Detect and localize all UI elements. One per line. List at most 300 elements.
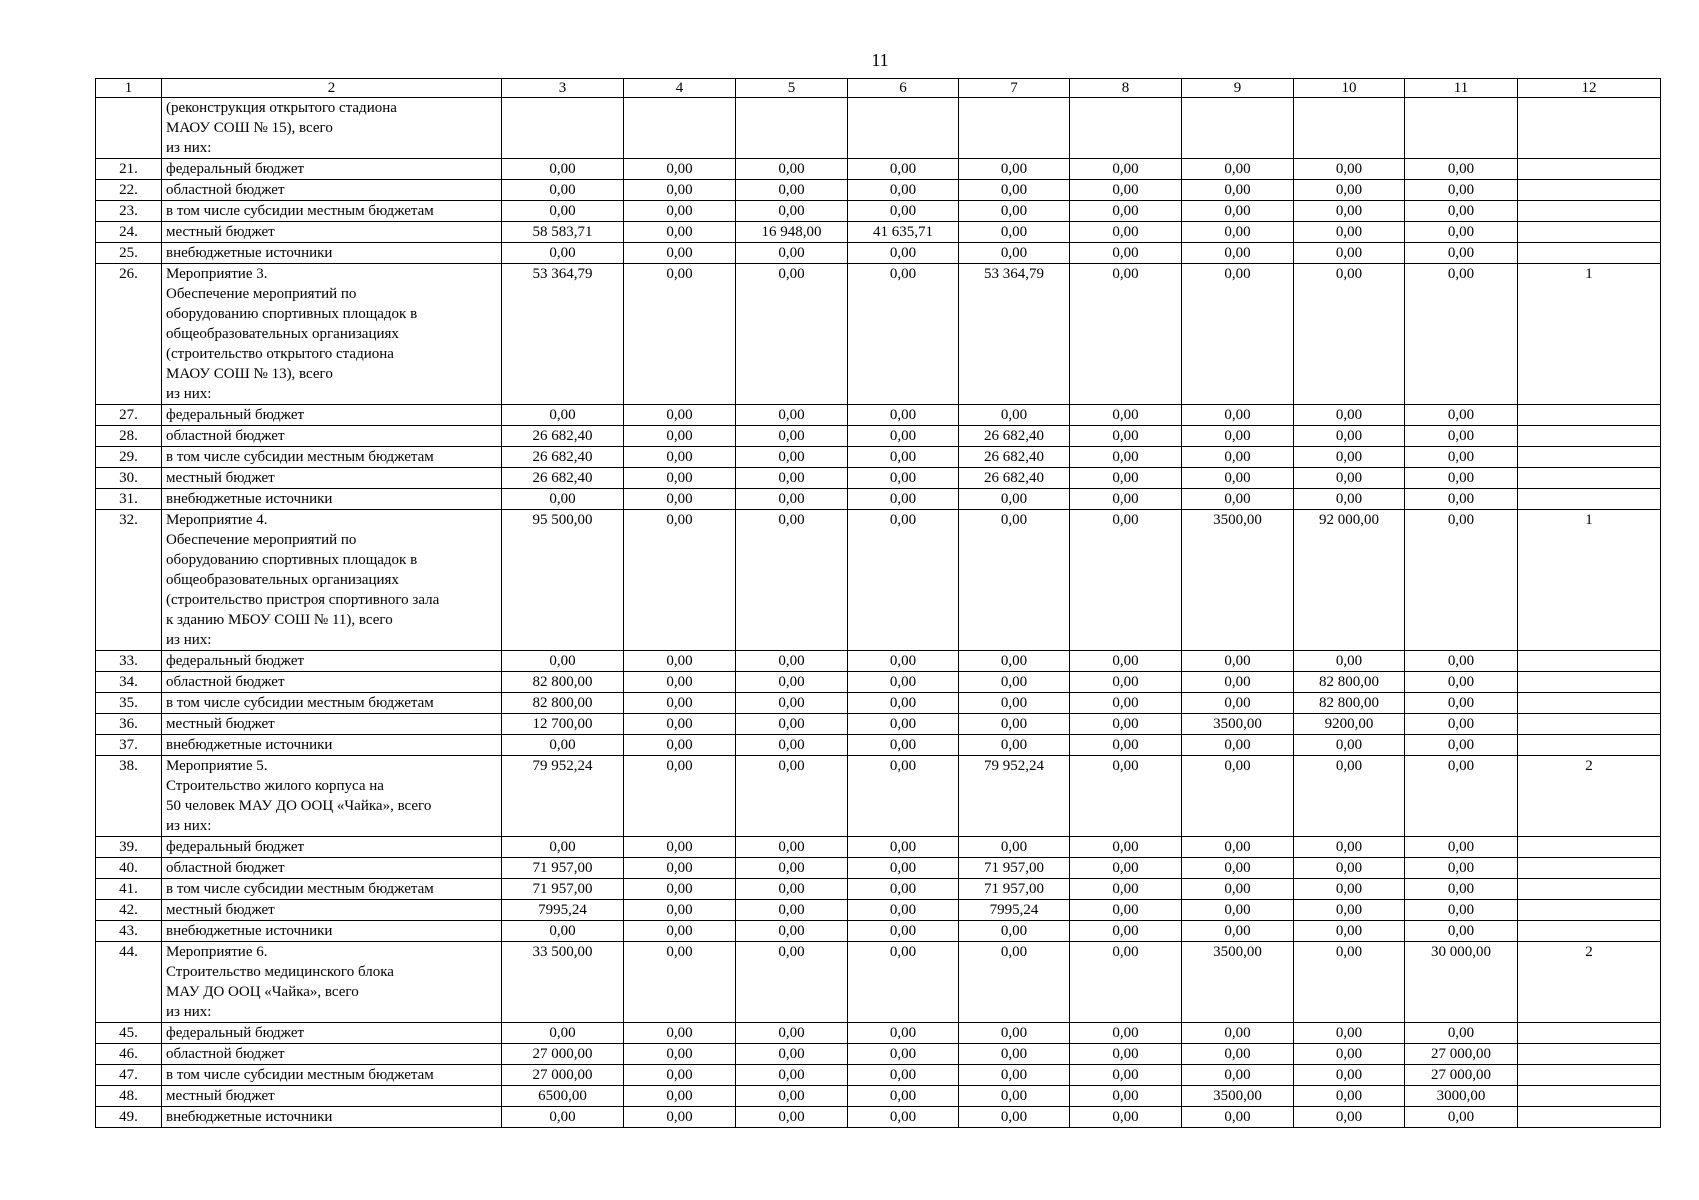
value-cell: 0,00 — [1182, 264, 1294, 405]
value-cell: 0,00 — [1182, 243, 1294, 264]
value-cell: 0,00 — [1294, 264, 1405, 405]
value-cell: 0,00 — [1294, 735, 1405, 756]
header-cell: 3 — [502, 79, 624, 98]
row-number: 39. — [96, 837, 162, 858]
value-cell: 0,00 — [1182, 1044, 1294, 1065]
table-row — [96, 426, 1661, 447]
table-row — [96, 243, 1661, 264]
row-note — [1518, 1107, 1661, 1128]
value-cell: 0,00 — [848, 858, 959, 879]
value-cell: 0,00 — [959, 1086, 1070, 1107]
table-row — [96, 1086, 1661, 1107]
value-cell: 0,00 — [502, 180, 624, 201]
row-number: 28. — [96, 426, 162, 447]
value-cell: 7995,24 — [502, 900, 624, 921]
row-number: 29. — [96, 447, 162, 468]
page-number: 11 — [871, 50, 889, 70]
value-cell: 0,00 — [624, 159, 736, 180]
budget-table — [95, 78, 1661, 1128]
table-row — [96, 879, 1661, 900]
row-name: внебюджетные источники — [162, 921, 502, 942]
value-cell: 0,00 — [624, 879, 736, 900]
table-header — [96, 79, 1661, 98]
value-cell: 0,00 — [1405, 921, 1518, 942]
value-cell: 0,00 — [959, 1023, 1070, 1044]
value-cell — [736, 98, 848, 159]
value-cell: 0,00 — [959, 672, 1070, 693]
table-row — [96, 921, 1661, 942]
row-number: 24. — [96, 222, 162, 243]
value-cell: 0,00 — [1070, 405, 1182, 426]
value-cell: 0,00 — [502, 837, 624, 858]
table-row — [96, 489, 1661, 510]
value-cell: 0,00 — [1182, 447, 1294, 468]
value-cell: 0,00 — [1294, 1086, 1405, 1107]
value-cell: 0,00 — [1294, 468, 1405, 489]
value-cell: 0,00 — [848, 201, 959, 222]
value-cell — [502, 98, 624, 159]
value-cell: 0,00 — [959, 510, 1070, 651]
value-cell: 26 682,40 — [959, 447, 1070, 468]
row-number: 32. — [96, 510, 162, 651]
value-cell: 26 682,40 — [502, 468, 624, 489]
value-cell — [959, 98, 1070, 159]
row-note — [1518, 1086, 1661, 1107]
value-cell: 0,00 — [959, 921, 1070, 942]
row-name: местный бюджет — [162, 1086, 502, 1107]
value-cell: 0,00 — [736, 243, 848, 264]
value-cell: 0,00 — [848, 735, 959, 756]
value-cell: 0,00 — [624, 714, 736, 735]
value-cell: 0,00 — [1182, 180, 1294, 201]
value-cell: 0,00 — [502, 651, 624, 672]
row-note — [1518, 651, 1661, 672]
value-cell: 0,00 — [1070, 1044, 1182, 1065]
value-cell: 0,00 — [1294, 921, 1405, 942]
value-cell: 0,00 — [848, 1107, 959, 1128]
value-cell: 0,00 — [1405, 159, 1518, 180]
value-cell: 26 682,40 — [502, 426, 624, 447]
value-cell: 0,00 — [848, 1086, 959, 1107]
table-row — [96, 264, 1661, 405]
table-body — [96, 98, 1661, 1128]
value-cell: 27 000,00 — [502, 1044, 624, 1065]
table-row — [96, 942, 1661, 1023]
value-cell: 0,00 — [736, 180, 848, 201]
value-cell: 0,00 — [1405, 756, 1518, 837]
value-cell: 6500,00 — [502, 1086, 624, 1107]
row-note — [1518, 180, 1661, 201]
value-cell: 0,00 — [1405, 489, 1518, 510]
value-cell: 82 800,00 — [502, 693, 624, 714]
value-cell: 0,00 — [1070, 243, 1182, 264]
row-number: 22. — [96, 180, 162, 201]
table-row — [96, 735, 1661, 756]
value-cell: 0,00 — [848, 264, 959, 405]
value-cell: 3500,00 — [1182, 714, 1294, 735]
value-cell: 0,00 — [1182, 921, 1294, 942]
value-cell: 0,00 — [848, 942, 959, 1023]
value-cell: 0,00 — [848, 243, 959, 264]
value-cell: 0,00 — [736, 1086, 848, 1107]
value-cell: 3500,00 — [1182, 1086, 1294, 1107]
header-cell: 1 — [96, 79, 162, 98]
value-cell: 0,00 — [736, 879, 848, 900]
header-cell: 12 — [1518, 79, 1661, 98]
table-row — [96, 714, 1661, 735]
row-name: Мероприятие 5. Строительство жилого корпуса на 50 человек МАУ ДО ООЦ «Чайка», всего из них: — [162, 756, 502, 837]
row-note — [1518, 879, 1661, 900]
table-row — [96, 405, 1661, 426]
row-number: 36. — [96, 714, 162, 735]
row-note — [1518, 735, 1661, 756]
header-cell: 8 — [1070, 79, 1182, 98]
value-cell: 0,00 — [959, 1065, 1070, 1086]
value-cell: 0,00 — [624, 1023, 736, 1044]
row-name: областной бюджет — [162, 672, 502, 693]
value-cell: 0,00 — [1070, 510, 1182, 651]
value-cell: 0,00 — [736, 447, 848, 468]
row-name: Мероприятие 3. Обеспечение мероприятий по оборудованию спортивных площадок в общеобразовательных организациях (строительство открытого стадиона МАОУ СОШ № 13), всего из них: — [162, 264, 502, 405]
value-cell: 0,00 — [959, 651, 1070, 672]
row-name: федеральный бюджет — [162, 651, 502, 672]
row-name: местный бюджет — [162, 900, 502, 921]
row-note — [1518, 222, 1661, 243]
header-cell: 7 — [959, 79, 1070, 98]
header-cell: 5 — [736, 79, 848, 98]
value-cell: 0,00 — [1405, 180, 1518, 201]
row-name: внебюджетные источники — [162, 489, 502, 510]
value-cell: 0,00 — [1070, 489, 1182, 510]
value-cell: 0,00 — [1182, 201, 1294, 222]
value-cell: 0,00 — [1405, 426, 1518, 447]
value-cell: 0,00 — [1070, 180, 1182, 201]
row-name: (реконструкция открытого стадиона МАОУ СОШ № 15), всего из них: — [162, 98, 502, 159]
value-cell: 0,00 — [1405, 222, 1518, 243]
row-note — [1518, 159, 1661, 180]
value-cell: 0,00 — [624, 264, 736, 405]
row-number: 38. — [96, 756, 162, 837]
value-cell: 0,00 — [736, 426, 848, 447]
value-cell: 0,00 — [502, 1107, 624, 1128]
value-cell: 0,00 — [1294, 405, 1405, 426]
value-cell: 0,00 — [848, 1023, 959, 1044]
row-name: в том числе субсидии местным бюджетам — [162, 447, 502, 468]
value-cell: 0,00 — [736, 714, 848, 735]
row-number: 30. — [96, 468, 162, 489]
header-row — [96, 79, 1661, 98]
value-cell: 0,00 — [959, 714, 1070, 735]
value-cell: 26 682,40 — [959, 426, 1070, 447]
value-cell: 0,00 — [736, 201, 848, 222]
value-cell: 0,00 — [1070, 756, 1182, 837]
value-cell: 0,00 — [502, 405, 624, 426]
value-cell: 0,00 — [1294, 858, 1405, 879]
row-name: внебюджетные источники — [162, 735, 502, 756]
row-note — [1518, 858, 1661, 879]
value-cell: 71 957,00 — [502, 858, 624, 879]
row-number: 27. — [96, 405, 162, 426]
value-cell: 53 364,79 — [959, 264, 1070, 405]
value-cell: 0,00 — [736, 510, 848, 651]
value-cell: 30 000,00 — [1405, 942, 1518, 1023]
value-cell: 0,00 — [848, 837, 959, 858]
row-name: в том числе субсидии местным бюджетам — [162, 1065, 502, 1086]
row-name: в том числе субсидии местным бюджетам — [162, 693, 502, 714]
row-number: 26. — [96, 264, 162, 405]
row-note — [1518, 693, 1661, 714]
value-cell: 82 800,00 — [502, 672, 624, 693]
row-note — [1518, 98, 1661, 159]
row-number: 41. — [96, 879, 162, 900]
value-cell: 0,00 — [1182, 879, 1294, 900]
value-cell: 0,00 — [502, 1023, 624, 1044]
row-note — [1518, 405, 1661, 426]
row-number: 34. — [96, 672, 162, 693]
value-cell: 0,00 — [624, 426, 736, 447]
value-cell: 0,00 — [1405, 858, 1518, 879]
value-cell: 71 957,00 — [959, 858, 1070, 879]
value-cell: 0,00 — [624, 693, 736, 714]
value-cell: 0,00 — [736, 1023, 848, 1044]
value-cell: 0,00 — [1405, 201, 1518, 222]
value-cell: 0,00 — [848, 447, 959, 468]
row-number: 48. — [96, 1086, 162, 1107]
value-cell: 0,00 — [736, 1065, 848, 1086]
value-cell: 0,00 — [1294, 756, 1405, 837]
value-cell: 0,00 — [1294, 489, 1405, 510]
value-cell: 0,00 — [1294, 651, 1405, 672]
value-cell: 0,00 — [1182, 837, 1294, 858]
value-cell: 3500,00 — [1182, 942, 1294, 1023]
row-note: 2 — [1518, 942, 1661, 1023]
value-cell: 16 948,00 — [736, 222, 848, 243]
value-cell: 0,00 — [736, 858, 848, 879]
value-cell: 9200,00 — [1294, 714, 1405, 735]
value-cell: 41 635,71 — [848, 222, 959, 243]
value-cell: 0,00 — [624, 243, 736, 264]
row-number: 44. — [96, 942, 162, 1023]
value-cell: 0,00 — [1405, 1107, 1518, 1128]
value-cell: 0,00 — [1294, 222, 1405, 243]
value-cell: 0,00 — [959, 201, 1070, 222]
header-cell: 4 — [624, 79, 736, 98]
value-cell: 0,00 — [1070, 264, 1182, 405]
row-name: федеральный бюджет — [162, 1023, 502, 1044]
value-cell: 0,00 — [1405, 900, 1518, 921]
value-cell: 0,00 — [1182, 468, 1294, 489]
row-number: 35. — [96, 693, 162, 714]
value-cell: 0,00 — [848, 1065, 959, 1086]
row-name: областной бюджет — [162, 858, 502, 879]
row-name: в том числе субсидии местным бюджетам — [162, 201, 502, 222]
value-cell: 0,00 — [1294, 426, 1405, 447]
value-cell: 0,00 — [848, 672, 959, 693]
table-row — [96, 468, 1661, 489]
row-number: 45. — [96, 1023, 162, 1044]
value-cell: 0,00 — [1070, 447, 1182, 468]
value-cell: 0,00 — [848, 900, 959, 921]
value-cell: 0,00 — [502, 735, 624, 756]
value-cell: 0,00 — [1405, 714, 1518, 735]
header-cell: 6 — [848, 79, 959, 98]
value-cell: 0,00 — [959, 837, 1070, 858]
value-cell: 0,00 — [1294, 201, 1405, 222]
value-cell: 0,00 — [959, 1044, 1070, 1065]
value-cell: 0,00 — [1294, 1107, 1405, 1128]
row-name: федеральный бюджет — [162, 159, 502, 180]
value-cell: 0,00 — [1405, 510, 1518, 651]
value-cell: 0,00 — [959, 489, 1070, 510]
value-cell: 92 000,00 — [1294, 510, 1405, 651]
value-cell: 0,00 — [1070, 1023, 1182, 1044]
row-note — [1518, 672, 1661, 693]
value-cell: 82 800,00 — [1294, 693, 1405, 714]
value-cell: 0,00 — [848, 693, 959, 714]
value-cell: 0,00 — [624, 651, 736, 672]
value-cell: 0,00 — [736, 735, 848, 756]
value-cell: 27 000,00 — [1405, 1044, 1518, 1065]
row-note — [1518, 921, 1661, 942]
table-row — [96, 98, 1661, 159]
table-row — [96, 159, 1661, 180]
value-cell: 0,00 — [736, 1044, 848, 1065]
value-cell: 0,00 — [502, 489, 624, 510]
row-name: местный бюджет — [162, 714, 502, 735]
table-row — [96, 756, 1661, 837]
value-cell: 0,00 — [1294, 942, 1405, 1023]
value-cell: 0,00 — [1070, 837, 1182, 858]
value-cell: 0,00 — [1182, 1023, 1294, 1044]
value-cell: 0,00 — [1405, 1023, 1518, 1044]
value-cell: 0,00 — [1182, 900, 1294, 921]
table-row — [96, 510, 1661, 651]
value-cell: 0,00 — [736, 693, 848, 714]
value-cell: 0,00 — [1070, 1107, 1182, 1128]
value-cell: 0,00 — [848, 405, 959, 426]
value-cell: 0,00 — [848, 879, 959, 900]
value-cell: 7995,24 — [959, 900, 1070, 921]
value-cell: 0,00 — [736, 756, 848, 837]
value-cell: 0,00 — [1070, 159, 1182, 180]
value-cell: 82 800,00 — [1294, 672, 1405, 693]
value-cell: 0,00 — [1070, 942, 1182, 1023]
row-note — [1518, 489, 1661, 510]
value-cell: 26 682,40 — [959, 468, 1070, 489]
value-cell: 0,00 — [624, 180, 736, 201]
value-cell: 0,00 — [624, 1086, 736, 1107]
value-cell: 26 682,40 — [502, 447, 624, 468]
value-cell: 0,00 — [624, 489, 736, 510]
value-cell: 0,00 — [959, 693, 1070, 714]
value-cell: 0,00 — [1405, 447, 1518, 468]
row-number: 21. — [96, 159, 162, 180]
row-name: областной бюджет — [162, 180, 502, 201]
value-cell: 0,00 — [959, 735, 1070, 756]
value-cell: 33 500,00 — [502, 942, 624, 1023]
value-cell: 0,00 — [1182, 756, 1294, 837]
value-cell — [1294, 98, 1405, 159]
value-cell: 0,00 — [736, 468, 848, 489]
table-row — [96, 1044, 1661, 1065]
value-cell: 0,00 — [1070, 651, 1182, 672]
row-name: федеральный бюджет — [162, 837, 502, 858]
table-row — [96, 447, 1661, 468]
value-cell: 0,00 — [1294, 159, 1405, 180]
value-cell: 0,00 — [502, 921, 624, 942]
value-cell: 12 700,00 — [502, 714, 624, 735]
value-cell: 0,00 — [1070, 672, 1182, 693]
row-name: в том числе субсидии местным бюджетам — [162, 879, 502, 900]
value-cell: 0,00 — [1405, 651, 1518, 672]
value-cell: 0,00 — [1294, 180, 1405, 201]
value-cell: 0,00 — [1070, 201, 1182, 222]
row-name: местный бюджет — [162, 222, 502, 243]
value-cell: 0,00 — [959, 405, 1070, 426]
value-cell: 0,00 — [1182, 159, 1294, 180]
value-cell: 0,00 — [959, 243, 1070, 264]
value-cell: 0,00 — [1070, 714, 1182, 735]
value-cell: 0,00 — [502, 243, 624, 264]
table-row — [96, 651, 1661, 672]
row-name: внебюджетные источники — [162, 1107, 502, 1128]
value-cell: 27 000,00 — [502, 1065, 624, 1086]
value-cell: 0,00 — [1182, 672, 1294, 693]
value-cell: 71 957,00 — [959, 879, 1070, 900]
value-cell — [1070, 98, 1182, 159]
value-cell: 0,00 — [1070, 921, 1182, 942]
value-cell: 79 952,24 — [502, 756, 624, 837]
value-cell: 0,00 — [1070, 735, 1182, 756]
value-cell: 0,00 — [502, 201, 624, 222]
value-cell: 0,00 — [848, 756, 959, 837]
row-note — [1518, 837, 1661, 858]
row-number: 37. — [96, 735, 162, 756]
value-cell: 0,00 — [624, 201, 736, 222]
value-cell: 0,00 — [1182, 489, 1294, 510]
value-cell: 0,00 — [1182, 1065, 1294, 1086]
row-number: 43. — [96, 921, 162, 942]
row-name: местный бюджет — [162, 468, 502, 489]
value-cell: 0,00 — [1182, 651, 1294, 672]
value-cell: 0,00 — [624, 900, 736, 921]
row-number: 23. — [96, 201, 162, 222]
value-cell: 79 952,24 — [959, 756, 1070, 837]
value-cell: 0,00 — [1405, 879, 1518, 900]
row-note — [1518, 1023, 1661, 1044]
value-cell: 0,00 — [624, 942, 736, 1023]
row-note — [1518, 1044, 1661, 1065]
value-cell: 0,00 — [1405, 735, 1518, 756]
value-cell: 0,00 — [1294, 1044, 1405, 1065]
row-note — [1518, 468, 1661, 489]
value-cell: 0,00 — [1182, 858, 1294, 879]
value-cell: 0,00 — [1405, 672, 1518, 693]
value-cell: 0,00 — [1294, 879, 1405, 900]
row-name: федеральный бюджет — [162, 405, 502, 426]
value-cell: 0,00 — [848, 1044, 959, 1065]
row-note: 1 — [1518, 264, 1661, 405]
value-cell: 0,00 — [959, 159, 1070, 180]
row-note — [1518, 714, 1661, 735]
value-cell: 0,00 — [736, 159, 848, 180]
row-note — [1518, 201, 1661, 222]
table-row — [96, 1107, 1661, 1128]
value-cell: 0,00 — [1405, 243, 1518, 264]
value-cell: 0,00 — [736, 837, 848, 858]
value-cell: 0,00 — [1294, 447, 1405, 468]
value-cell: 0,00 — [848, 180, 959, 201]
